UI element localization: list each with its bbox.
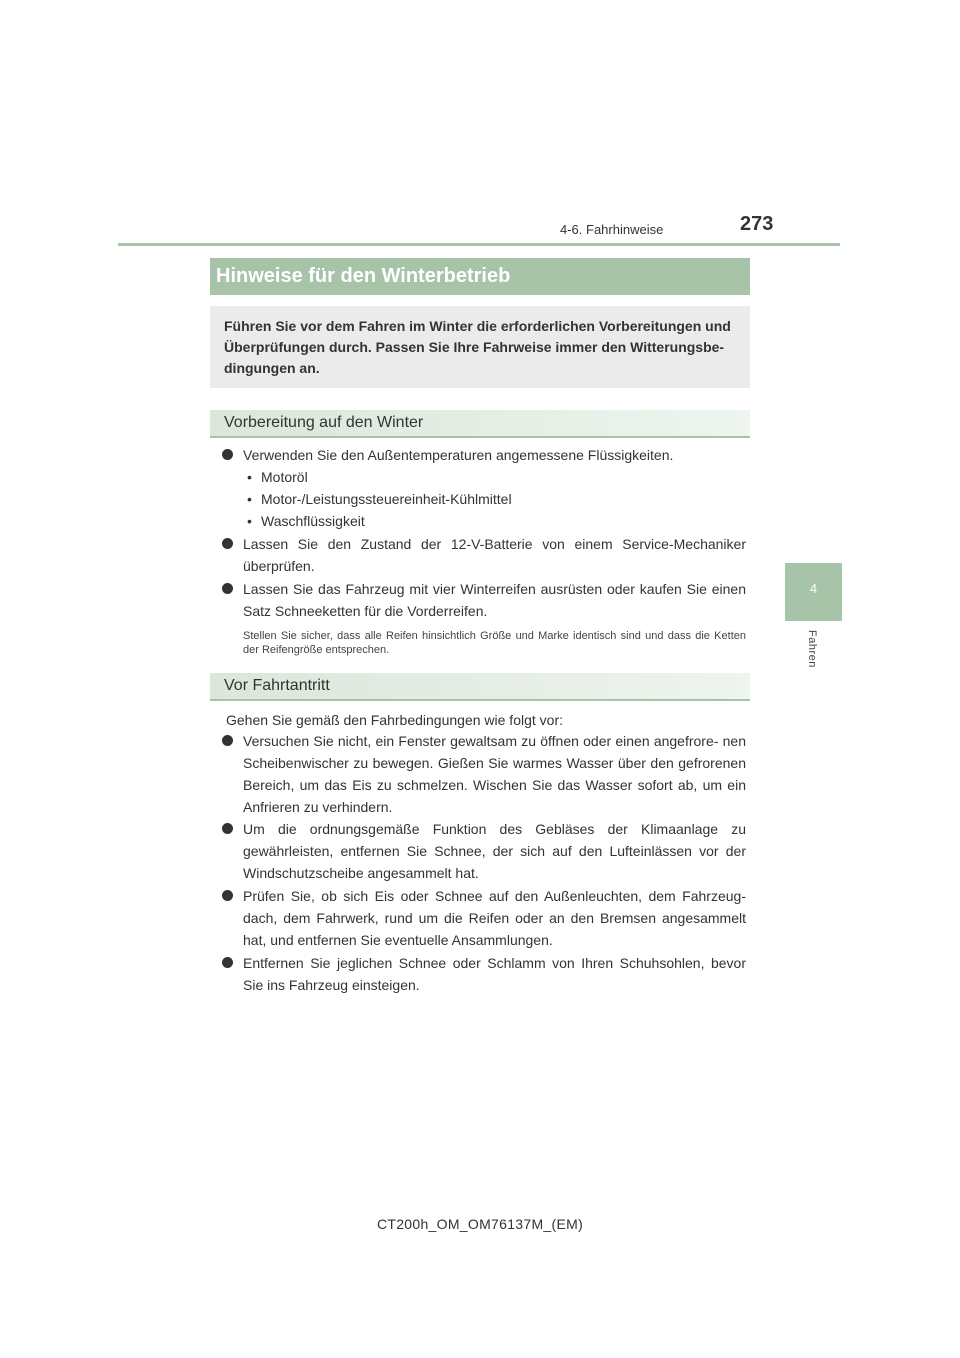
bullet-icon xyxy=(222,823,233,834)
list-item xyxy=(222,533,746,577)
list-item xyxy=(222,730,746,818)
list-item xyxy=(222,952,746,996)
list-item-text: Lassen Sie das Fahrzeug mit vier Winterreifen ausrüsten oder kaufen Sie einen Satz Schneeketten für die Vorderreifen. xyxy=(243,581,746,619)
small-bullet-icon: • xyxy=(247,513,252,529)
departure-lead: Gehen Sie gemäß den Fahrbedingungen wie folgt vor: xyxy=(226,712,563,728)
main-heading: Hinweise für den Winterbetrieb xyxy=(216,265,511,287)
sub-list-item-text: Motoröl xyxy=(261,469,308,485)
section-heading-departure-text: Vor Fahrtantritt xyxy=(224,677,330,694)
section-heading-departure xyxy=(210,673,750,701)
note-text: Stellen Sie sicher, dass alle Reifen hinsichtlich Größe und Marke identisch sind und dass die Ketten der Reifengröße entsprechen. xyxy=(243,630,746,656)
sub-list-item xyxy=(247,510,365,532)
sub-list-item xyxy=(247,488,512,510)
section-title: 4-6. Fahrhinweise xyxy=(560,222,664,237)
small-bullet-icon: • xyxy=(247,469,252,485)
bullet-icon xyxy=(222,583,233,594)
document-footer: CT200h_OM_OM76137M_(EM) xyxy=(376,1216,584,1232)
small-bullet-icon: • xyxy=(247,491,252,507)
bullet-icon xyxy=(222,735,233,746)
list-item-text: Versuchen Sie nicht, ein Fenster gewaltsam zu öffnen oder einen angefrore- nen Scheibenwischer zu bewegen. Gießen Sie warmes Wasser über den gefrorenen Bereich, um das Eis zu schmelzen. Wischen Sie das Wasser sofort ab, um ein Anfrieren zu verhindern. xyxy=(243,733,746,815)
sub-list-item-text: Waschflüssigkeit xyxy=(261,513,365,529)
list-item xyxy=(222,885,746,951)
bullet-icon xyxy=(222,538,233,549)
list-item xyxy=(222,444,746,466)
page-number: 273 xyxy=(740,213,774,235)
main-heading-bar xyxy=(210,258,750,295)
intro-box: Führen Sie vor dem Fahren im Winter die erforderlichen Vorbereitungen und Überprüfungen durch. Passen Sie Ihre Fahrweise immer den Witterungsbe- dingungen an. xyxy=(210,306,750,388)
sub-list-item xyxy=(247,466,308,488)
page-header xyxy=(0,0,960,250)
chapter-number: 4 xyxy=(809,581,818,596)
list-item xyxy=(222,818,746,884)
header-rule xyxy=(118,243,840,246)
bullet-icon xyxy=(222,957,233,968)
bullet-icon xyxy=(222,449,233,460)
list-item-text: Um die ordnungsgemäße Funktion des Gebläses der Klimaanlage zu gewährleisten, entfernen Sie Schnee, der sich auf den Lufteinlässen vor der Windschutzscheibe angesammelt hat. xyxy=(243,821,746,881)
list-item-text: Lassen Sie den Zustand der 12-V-Batterie von einem Service-Mechaniker überprüfen. xyxy=(243,536,746,574)
list-item-text: Verwenden Sie den Außentemperaturen angemessene Flüssigkeiten. xyxy=(243,447,674,463)
section-heading-winter xyxy=(210,410,750,438)
section-heading-winter-text: Vorbereitung auf den Winter xyxy=(224,414,424,431)
chapter-tab xyxy=(785,563,842,621)
bullet-icon xyxy=(222,890,233,901)
chapter-label: Fahren xyxy=(806,630,818,668)
list-item-text: Prüfen Sie, ob sich Eis oder Schnee auf den Außenleuchten, dem Fahrzeug- dach, dem Fahrwerk, rund um die Reifen oder an den Bremsen angesammelt hat, und entfernen Sie eventuelle Ansammlungen. xyxy=(243,888,746,948)
sub-list-item-text: Motor-/Leistungssteuereinheit-Kühlmittel xyxy=(261,491,512,507)
list-item xyxy=(222,578,746,622)
list-item-text: Entfernen Sie jeglichen Schnee oder Schlamm von Ihren Schuhsohlen, bevor Sie ins Fahrzeug einsteigen. xyxy=(243,955,746,993)
